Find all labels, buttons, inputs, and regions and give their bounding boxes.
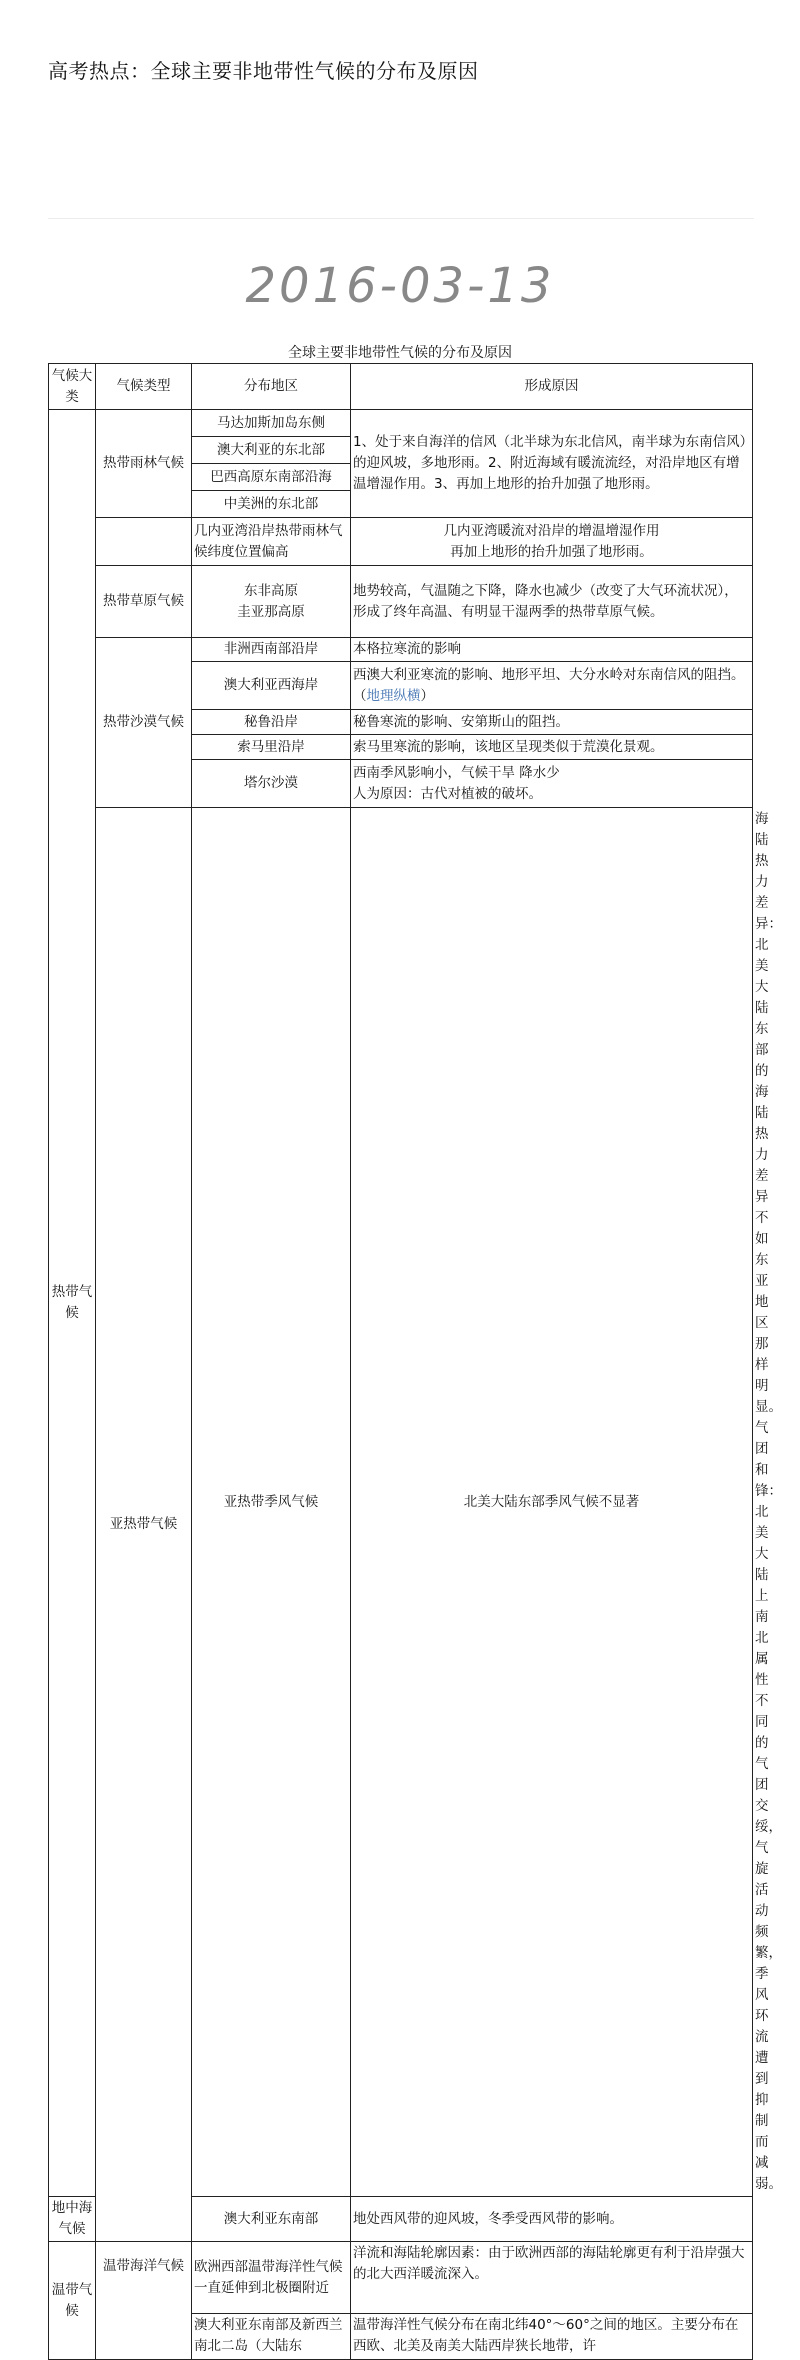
- reason-cell: 洋流和海陆轮廓因素：由于欧洲西部的海陆轮廓更有利于沿岸强大的北大西洋暖流深入。: [351, 2242, 753, 2314]
- table-caption: 全球主要非地带性气候的分布及原因: [288, 345, 512, 361]
- region-cell: 澳大利亚东南部及新西兰南北二岛（大陆东: [192, 2314, 351, 2360]
- region-cell: 澳大利亚西海岸: [192, 662, 351, 710]
- reason-cell: [351, 518, 753, 566]
- reason-line: 再加上地形的抬升加强了地形雨。: [450, 543, 653, 560]
- reason-cell: 地处西风带的迎风坡，冬季受西风带的影响。: [351, 2197, 753, 2242]
- table-row: [49, 2242, 753, 2314]
- table-header-row: [49, 364, 753, 410]
- type-cell: 温带海洋气候: [96, 2242, 192, 2360]
- reason-cell: 地势较高，气温随之下降，降水也减少（改变了大气环流状况），形成了终年高温、有明显干湿两季的热带草原气候。: [351, 566, 753, 638]
- table-row: [49, 566, 753, 638]
- region-cell: 秘鲁沿岸: [192, 710, 351, 735]
- table-row: [49, 410, 753, 437]
- reason-cell: 索马里寒流的影响，该地区呈现类似于荒漠化景观。: [351, 735, 753, 760]
- region-cell: [192, 566, 351, 638]
- table-row: [49, 518, 753, 566]
- region-cell: 北美大陆东部季风气候不显著: [351, 808, 753, 2197]
- geography-link[interactable]: 地理纵横: [366, 687, 421, 704]
- region-cell: 中美洲的东北部: [192, 491, 351, 518]
- page-title: 高考热点：全球主要非地带性气候的分布及原因: [48, 59, 479, 83]
- category-cell: 热带气候: [49, 410, 96, 2197]
- region-cell: 几内亚湾沿岸热带雨林气候纬度位置偏高: [192, 518, 351, 566]
- date-stamp: 2016-03-13: [245, 258, 555, 314]
- reason-cell: [351, 760, 753, 808]
- type-cell: 亚热带季风气候: [192, 808, 351, 2197]
- region-cell: 澳大利亚的东北部: [192, 437, 351, 464]
- header-type: 气候类型: [96, 364, 192, 410]
- climate-table: [48, 363, 782, 2360]
- region-cell: 欧洲西部温带海洋性气候一直延伸到北极圈附近: [192, 2242, 351, 2314]
- reason-tail: ）: [420, 687, 434, 704]
- type-cell: 热带草原气候: [96, 566, 192, 638]
- divider: [48, 218, 754, 219]
- type-cell: [96, 518, 192, 566]
- reason-line: 几内亚湾暖流对沿岸的增温增湿作用: [443, 522, 660, 539]
- reason-cell: 本格拉寒流的影响: [351, 638, 753, 662]
- header-category: 气候大类: [49, 364, 96, 410]
- category-cell: 温带气候: [49, 2242, 96, 2360]
- region-line: 圭亚那高原: [237, 603, 305, 620]
- region-line: 东非高原: [244, 582, 298, 599]
- type-cell: 地中海气候: [49, 2197, 96, 2242]
- region-cell: 索马里沿岸: [192, 735, 351, 760]
- reason-line: 人为原因：古代对植被的破坏。: [353, 785, 542, 802]
- reason-cell: 1、处于来自海洋的信风（北半球为东北信风，南半球为东南信风）的迎风坡，多地形雨。2、附近海域有暖流流经，对沿岸地区有增温增湿作用。3、再加上地形的抬升加强了地形雨。: [351, 410, 753, 518]
- reason-cell: 秘鲁寒流的影响、安第斯山的阻挡。: [351, 710, 753, 735]
- table-row: [49, 638, 753, 662]
- reason-text: 西澳大利亚寒流的影响、地形平坦、大分水岭对东南信风的阻挡。（: [353, 666, 745, 704]
- category-cell: 亚热带气候: [96, 808, 192, 2242]
- reason-cell: 温带海洋性气候分布在南北纬40°～60°之间的地区。主要分布在西欧、北美及南美大陆西岸狭长地带，许: [351, 2314, 753, 2360]
- reason-line: 西南季风影响小，气候干旱 降水少: [353, 764, 560, 781]
- type-cell: 热带沙漠气候: [96, 638, 192, 808]
- region-cell: 非洲西南部沿岸: [192, 638, 351, 662]
- region-cell: 塔尔沙漠: [192, 760, 351, 808]
- header-reason: 形成原因: [351, 364, 753, 410]
- region-cell: 巴西高原东南部沿海: [192, 464, 351, 491]
- header-region: 分布地区: [192, 364, 351, 410]
- reason-cell: [351, 662, 753, 710]
- region-cell: 马达加斯加岛东侧: [192, 410, 351, 437]
- type-cell: 热带雨林气候: [96, 410, 192, 518]
- region-cell: 澳大利亚东南部: [192, 2197, 351, 2242]
- table-row: 亚热带气候 亚热带季风气候 北美大陆东部季风气候不显著 海陆热力差异：北美大陆东部的海陆热力差异不如东亚地区那样明显。气团和锋：北美大陆上南北属性不同的气团交绥，气旋活动频繁，季风环流遭到抑制而减弱。: [49, 808, 753, 2197]
